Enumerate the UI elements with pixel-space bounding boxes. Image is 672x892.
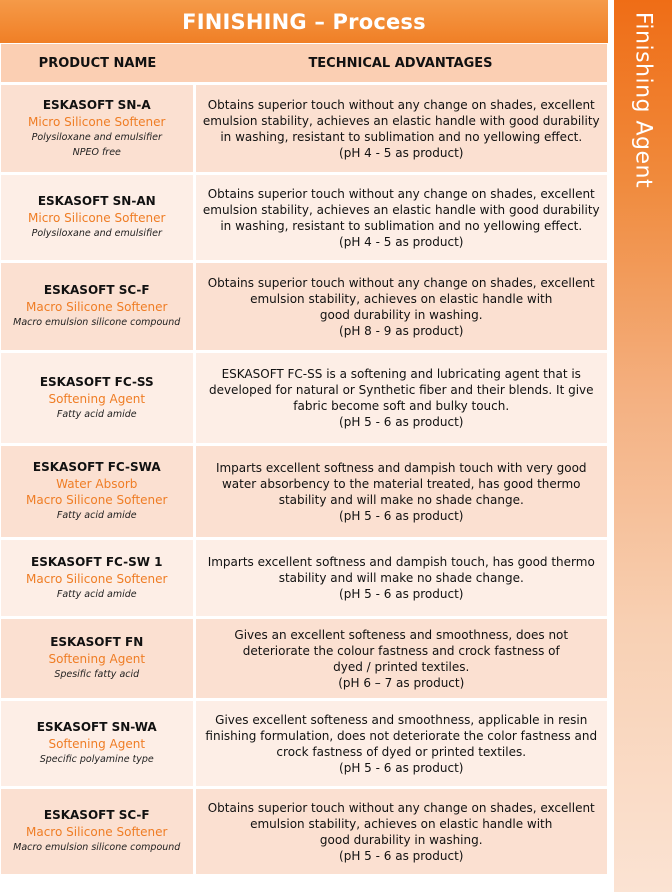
product-cell — [1, 788, 194, 876]
product-cell — [1, 262, 194, 352]
advantage-line: emulsion stability, achieves an elastic handle with good durability — [202, 202, 600, 217]
advantages-cell — [194, 618, 607, 700]
ph-value: (pH 5 - 6 as product) — [339, 508, 464, 523]
advantage-line: ESKASOFT FC-SS is a softening and lubricating agent that is — [221, 367, 581, 381]
ph-value: (pH 5 - 6 as product) — [339, 415, 464, 429]
advantages-cell — [194, 262, 607, 352]
advantage-line: fabric become soft and bulky touch. — [293, 399, 510, 413]
product-type: Micro Silicone Softener — [28, 211, 166, 225]
advantages-cell — [194, 174, 607, 262]
product-chemistry: NPEO free — [72, 146, 121, 158]
advantages-cell — [194, 539, 607, 618]
product-cell — [1, 174, 194, 262]
advantage-line: Obtains superior touch without any change on shades, excellent — [207, 97, 595, 112]
side-label: Finishing Agent — [630, 11, 656, 189]
product-chemistry: Fatty acid amide — [56, 408, 137, 420]
product-chemistry: Spesific fatty acid — [54, 669, 140, 680]
ph-value: (pH 5 - 6 as product) — [339, 760, 464, 775]
table-header-row — [1, 44, 607, 84]
product-chemistry: Macro emulsion silicone compound — [13, 317, 181, 328]
advantage-line: stability and will make no shade change. — [278, 571, 524, 585]
product-type: Water Absorb — [56, 477, 138, 491]
advantage-line: Obtains superior touch without any change on shades, excellent — [207, 275, 595, 290]
product-type: Macro Silicone Softener — [26, 825, 168, 839]
ph-value: (pH 8 - 9 as product) — [339, 323, 464, 338]
advantage-line: deteriorate the colour fastness and crock fastness of — [242, 643, 560, 658]
product-cell — [1, 618, 194, 700]
product-name: ESKASOFT SC-F — [43, 808, 150, 822]
side-tab — [614, 0, 672, 892]
advantage-line: emulsion stability, achieves on elastic handle with — [250, 291, 553, 306]
advantage-line: dyed / printed textiles. — [333, 659, 470, 674]
ph-value: (pH 6 – 7 as product) — [338, 675, 465, 690]
advantage-line: good durability in washing. — [319, 832, 483, 847]
product-name: ESKASOFT FC-SWA — [32, 460, 161, 474]
product-type: Softening Agent — [48, 652, 146, 666]
advantage-line: Obtains superior touch without any change on shades, excellent — [207, 800, 595, 815]
advantage-line: water absorbency to the material treated, has good thermo — [221, 476, 581, 491]
table-row — [1, 539, 607, 618]
product-name: ESKASOFT FC-SW 1 — [31, 554, 163, 569]
advantages-cell — [194, 700, 607, 788]
ph-value: (pH 4 - 5 as product) — [339, 234, 464, 249]
ph-value: (pH 5 - 6 as product) — [339, 587, 464, 601]
product-cell — [1, 700, 194, 788]
product-chemistry: Polysiloxane and emulsifier — [31, 228, 162, 239]
product-type: Macro Silicone Softener — [26, 493, 168, 507]
advantage-line: in washing, resistant to sublimation and no yellowing effect. — [220, 129, 583, 144]
table-row — [1, 352, 607, 445]
product-name: ESKASOFT FC-SS — [39, 374, 154, 389]
advantages-cell — [194, 445, 607, 539]
advantage-line: Gives an excellent softeness and smoothness, does not — [234, 627, 569, 642]
product-name: ESKASOFT SN-AN — [37, 194, 156, 208]
ph-value: (pH 5 - 6 as product) — [339, 848, 464, 863]
advantages-cell — [194, 84, 607, 174]
product-type: Macro Silicone Softener — [26, 571, 168, 586]
table-row — [1, 445, 607, 539]
header-product-name: PRODUCT NAME — [1, 44, 194, 84]
product-cell — [1, 352, 194, 445]
advantage-line: stability and will make no shade change. — [278, 492, 524, 507]
advantage-line: Gives excellent softeness and smoothness, applicable in resin — [215, 712, 588, 727]
product-chemistry: Polysiloxane and emulsifier — [31, 131, 162, 143]
title-banner — [0, 0, 608, 43]
product-chemistry: Macro emulsion silicone compound — [13, 842, 181, 853]
table-row — [1, 700, 607, 788]
advantage-line: emulsion stability, achieves on elastic handle with — [250, 816, 553, 831]
table-row — [1, 84, 607, 174]
product-chemistry: Fatty acid amide — [56, 510, 137, 521]
table-row — [1, 618, 607, 700]
advantage-line: good durability in washing. — [319, 307, 483, 322]
advantages-cell — [194, 788, 607, 876]
advantage-line: in washing, resistant to sublimation and no yellowing effect. — [220, 218, 583, 233]
product-type: Softening Agent — [48, 391, 146, 406]
advantage-line: crock fastness of dyed or printed textiles. — [276, 744, 527, 759]
advantages-cell — [194, 352, 607, 445]
advantage-line: emulsion stability, achieves an elastic handle with good durability — [202, 113, 600, 128]
product-name: ESKASOFT FN — [50, 635, 144, 649]
advantage-line: Obtains superior touch without any change on shades, excellent — [207, 186, 595, 201]
product-name: ESKASOFT SN-WA — [36, 720, 157, 734]
product-chemistry: Specific polyamine type — [39, 754, 154, 765]
table-row — [1, 788, 607, 876]
product-name: ESKASOFT SN-A — [42, 97, 151, 112]
advantage-line: developed for natural or Synthetic fiber and their blends. It give — [208, 383, 594, 397]
product-type: Softening Agent — [48, 737, 146, 751]
header-technical-advantages: TECHNICAL ADVANTAGES — [194, 44, 607, 84]
advantage-line: Imparts excellent softness and dampish touch with very good — [215, 460, 587, 475]
product-type: Micro Silicone Softener — [28, 114, 166, 129]
product-cell — [1, 539, 194, 618]
page-title: FINISHING – Process — [182, 9, 426, 34]
product-cell — [1, 445, 194, 539]
ph-value: (pH 4 - 5 as product) — [339, 145, 464, 160]
product-name: ESKASOFT SC-F — [43, 283, 150, 297]
product-table — [1, 44, 607, 877]
table-row — [1, 262, 607, 352]
advantage-line: finishing formulation, does not deteriorate the color fastness and — [205, 728, 598, 743]
product-type: Macro Silicone Softener — [26, 300, 168, 314]
table-row — [1, 174, 607, 262]
product-cell — [1, 84, 194, 174]
product-chemistry: Fatty acid amide — [56, 588, 137, 600]
advantage-line: Imparts excellent softness and dampish touch, has good thermo — [207, 555, 595, 569]
